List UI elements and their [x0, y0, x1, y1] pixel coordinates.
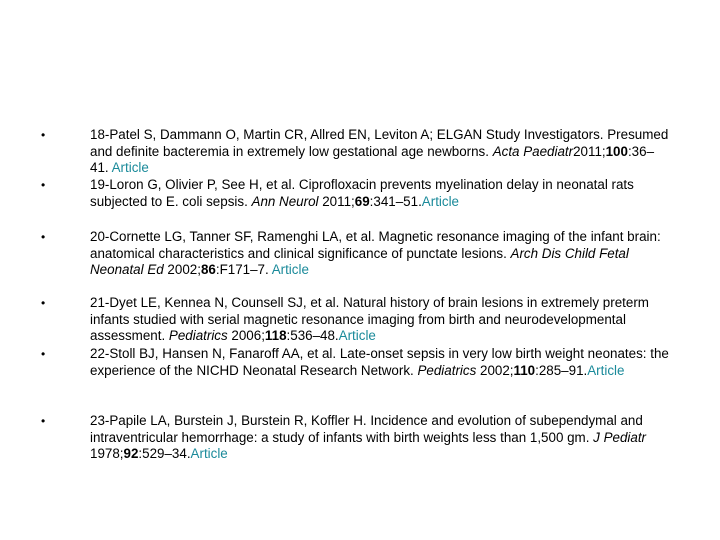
article-link[interactable]: Article — [190, 446, 228, 462]
volume-number: 86 — [200, 262, 216, 278]
bullet-icon: • — [41, 230, 46, 244]
volume-number: 118 — [264, 328, 287, 344]
page-range: :529–34. — [138, 446, 191, 462]
publication-year: 2002; — [476, 362, 514, 378]
article-link[interactable]: Article — [421, 193, 460, 209]
journal-name: Ann Neurol — [251, 193, 319, 209]
publication-year: 2011; — [573, 143, 606, 159]
volume-number: 100 — [605, 143, 628, 159]
bullet-icon: • — [41, 347, 46, 361]
bullet-icon: • — [41, 178, 46, 192]
reference-citation: 20-Cornette LG, Tanner SF, Ramenghi LA, et al. Magnetic resonance imaging of the infant brain: anatomical characteristics and clinical significance of punctate lesions. — [90, 229, 661, 261]
reference-text — [90, 413, 670, 463]
reference-citation: 21-Dyet LE, Kennea N, Counsell SJ, et al. Natural history of brain lesions in extremely preterm infants studied with serial magnetic resonance imaging from birth and neurodevelopmental assessment. — [90, 295, 649, 344]
reference-citation: 19-Loron G, Olivier P, See H, et al. Ciprofloxacin prevents myelination delay in neonatal rats subjected to E. coli sepsis. — [90, 177, 634, 209]
journal-name: Arch Dis Child Fetal Neonatal Ed — [90, 245, 629, 278]
reference-text — [90, 346, 670, 379]
reference-citation: 18-Patel S, Dammann O, Martin CR, Allred EN, Leviton A; ELGAN Study Investigators. Presumed and definite bacteremia in extremely low gestational age newborns. — [90, 127, 669, 159]
page-range: :F171–7. — [215, 262, 272, 278]
article-link[interactable]: Article — [587, 362, 625, 378]
page-range: :536–48. — [286, 328, 339, 344]
reference-citation: 22-Stoll BJ, Hansen N, Fanaroff AA, et al. Late-onset sepsis in very low birth weight neonates: the experience of the NICHD Neonatal Research Network. — [90, 346, 669, 378]
journal-name: Acta Paediatr — [492, 143, 574, 159]
page-range: :36–41. — [90, 143, 655, 176]
reference-text — [90, 295, 670, 345]
bullet-icon: • — [41, 296, 46, 310]
publication-year: 1978; — [90, 446, 124, 462]
volume-number: 92 — [123, 446, 139, 462]
journal-name: J Pediatr — [593, 429, 646, 445]
article-link[interactable]: Article — [111, 160, 149, 176]
page-range: :285–91. — [535, 362, 588, 378]
article-link[interactable]: Article — [271, 262, 309, 278]
reference-text — [90, 127, 670, 177]
volume-number: 69 — [354, 193, 370, 209]
bullet-icon: • — [41, 128, 46, 142]
reference-text — [90, 177, 670, 210]
volume-number: 110 — [513, 362, 536, 378]
journal-name: Pediatrics — [417, 362, 477, 378]
article-link[interactable]: Article — [338, 328, 376, 344]
reference-text — [90, 229, 670, 279]
journal-name: Pediatrics — [168, 328, 228, 344]
publication-year: 2011; — [318, 193, 355, 209]
bullet-icon: • — [41, 414, 46, 428]
reference-citation: 23-Papile LA, Burstein J, Burstein R, Koffler H. Incidence and evolution of subependymal and intraventricular hemorrhage: a study of infants with birth weights less than 1,500 gm. — [90, 413, 643, 445]
page-range: :341–51. — [369, 193, 422, 209]
publication-year: 2002; — [163, 262, 201, 278]
publication-year: 2006; — [227, 328, 265, 344]
